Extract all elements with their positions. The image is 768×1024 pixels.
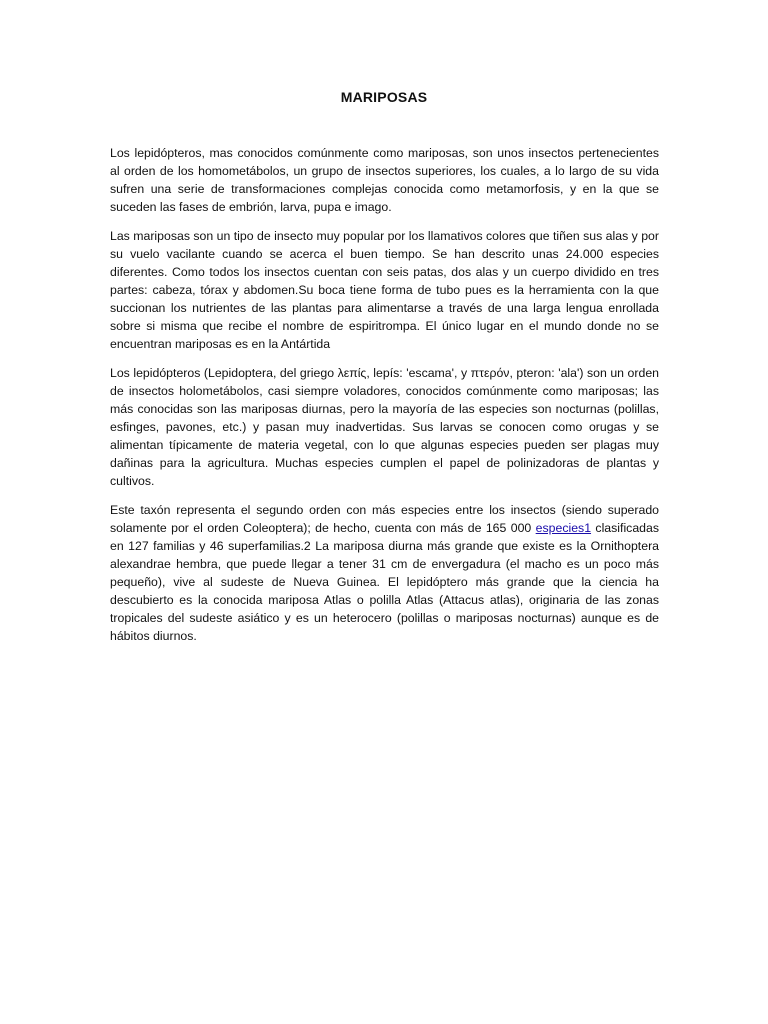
species-link[interactable]: especies1 xyxy=(535,521,592,535)
paragraph-4 xyxy=(110,501,659,645)
page-title: MARIPOSAS xyxy=(340,89,428,105)
paragraph-1: Los lepidópteros, mas conocidos comúnmente como mariposas, son unos insectos pertenecientes al orden de los homometábolos, un grupo de insectos superiores, los cuales, a lo largo de su vida sufren una serie de transformaciones complejas conocida como metamorfosis, y en la que se suceden las fases de embrión, larva, pupa e imago. xyxy=(110,146,659,214)
paragraph-4-text-start: Este taxón representa el segundo orden con más especies entre los insectos (siendo superado solamente por el orden Coleoptera); de hecho, cuenta con más de 165 000 xyxy=(110,503,659,535)
paragraph-3: Los lepidópteros (Lepidoptera, del griego λεπίς, lepís: 'escama', y πτερόν, pteron: 'ala') son un orden de insectos holometábolos, casi siempre voladores, conocidos comúnmente como mariposas; las más conocidas son las mariposas diurnas, pero la mayoría de las especies son nocturnas (polillas, esfinges, pavones, etc.) y pasan muy inadvertidas. Sus larvas se conocen como orugas y se alimentan típicamente de materia vegetal, con lo que algunas especies pueden ser plagas muy dañinas para la agricultura. Muchas especies cumplen el papel de polinizadoras de plantas y cultivos. xyxy=(110,366,659,488)
document-body xyxy=(110,144,659,656)
paragraph-4-text-end: clasificadas en 127 familias y 46 superfamilias.2 La mariposa diurna más grande que existe es la Ornithoptera alexandrae hembra, que puede llegar a tener 31 cm de envergadura (el macho es un poco más pequeño), vive al sudeste de Nueva Guinea. El lepidóptero más grande que la ciencia ha descubierto es la conocida mariposa Atlas o polilla Atlas (Attacus atlas), originaria de las zonas tropicales del sudeste asiático y es un heterocero (polillas o mariposas nocturnas) aunque es de hábitos diurnos. xyxy=(110,521,659,643)
paragraph-2: Las mariposas son un tipo de insecto muy popular por los llamativos colores que tiñen sus alas y por su vuelo vacilante cuando se acerca el buen tiempo. Se han descrito unas 24.000 especies diferentes. Como todos los insectos cuentan con seis patas, dos alas y un cuerpo dividido en tres partes: cabeza, tórax y abdomen.Su boca tiene forma de tubo pues es la herramienta con la que succionan los nutrientes de las plantas para alimentarse a través de una larga lengua enrollada sobre si misma que recibe el nombre de espiritrompa. El único lugar en el mundo donde no se encuentran mariposas es en la Antártida xyxy=(110,229,659,351)
